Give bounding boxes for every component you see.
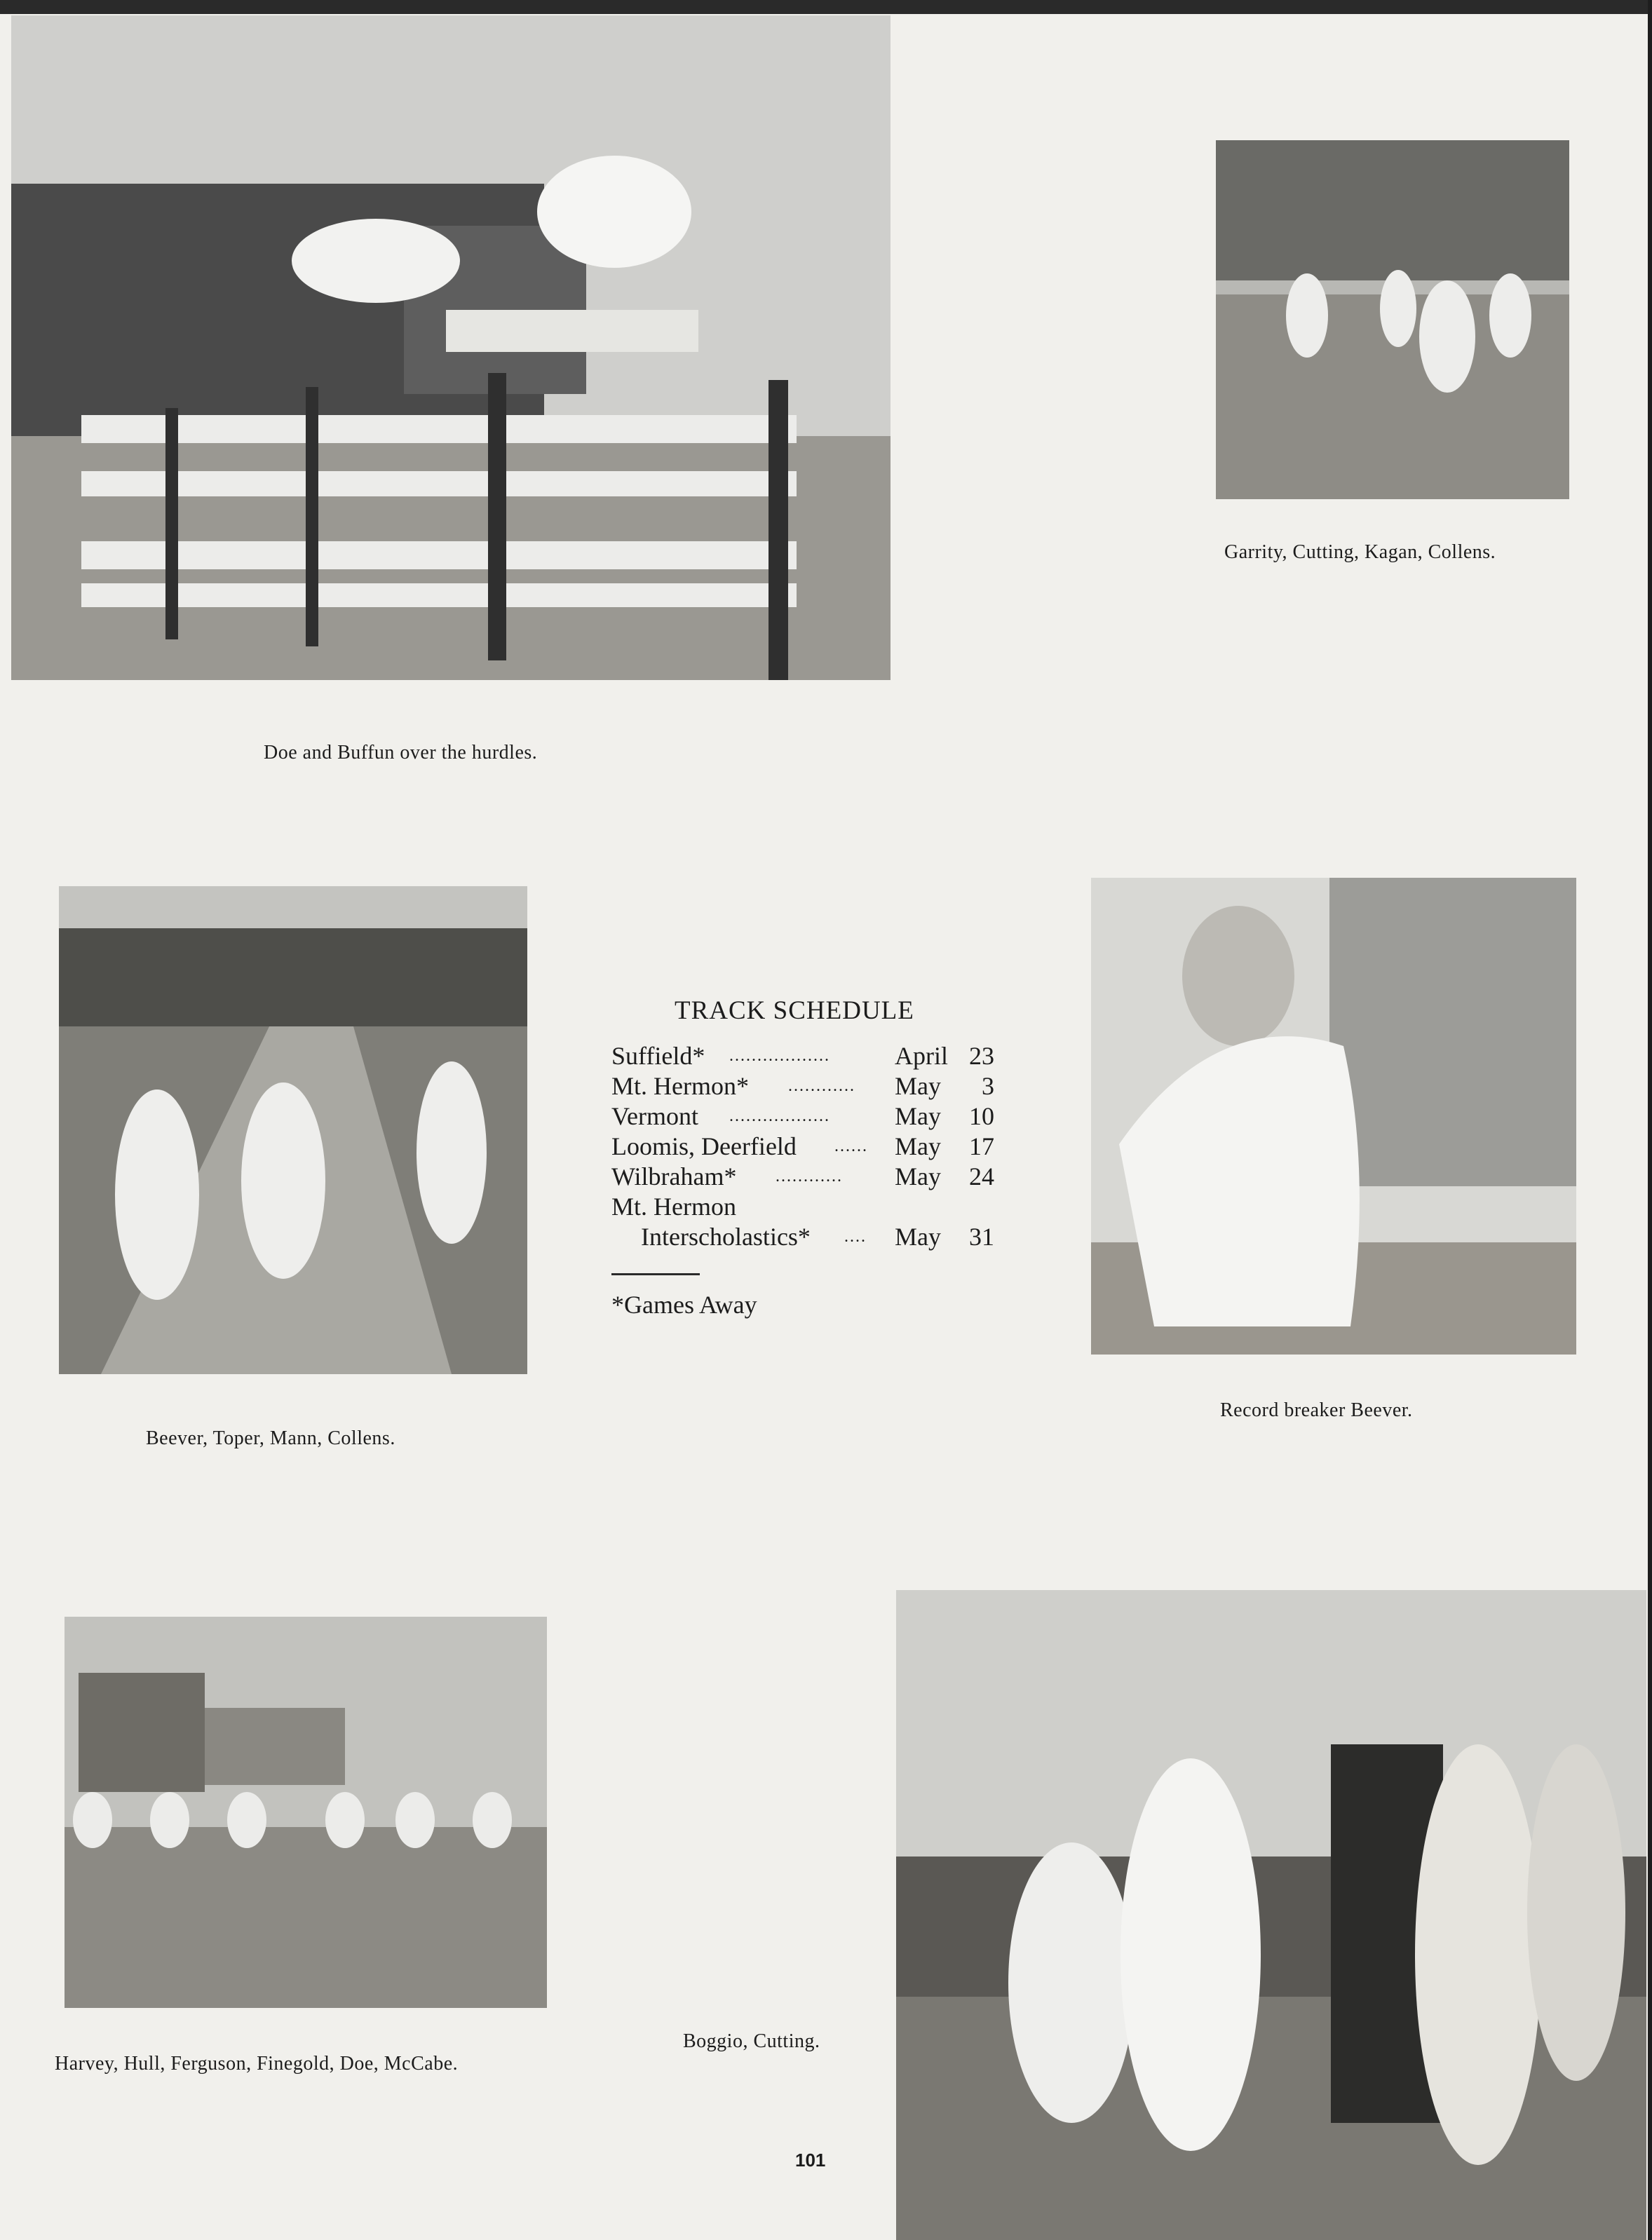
beever-portrait-caption: Record breaker Beever. xyxy=(1220,1399,1413,1421)
schedule-leader-dots: ...... xyxy=(834,1137,868,1155)
page-top-edge xyxy=(0,0,1648,14)
schedule-day: 3 xyxy=(982,1072,994,1100)
schedule-leader-dots: .................. xyxy=(729,1107,830,1125)
schedule-leader-dots: ............ xyxy=(776,1167,843,1186)
schedule-team: Loomis, Deerfield xyxy=(611,1132,797,1160)
schedule-title: TRACK SCHEDULE xyxy=(675,996,914,1025)
schedule-day: 10 xyxy=(969,1102,994,1130)
schedule-team: Interscholastics* xyxy=(641,1223,811,1251)
schedule-team: Mt. Hermon* xyxy=(611,1072,749,1100)
schedule-month: April xyxy=(895,1042,948,1070)
schedule-row xyxy=(609,1101,1001,1132)
schedule-team: Vermont xyxy=(611,1102,698,1130)
schedule-leader-dots: ............ xyxy=(788,1077,855,1095)
schedule-leader-dots: .... xyxy=(844,1228,867,1246)
runners-field-photo xyxy=(59,886,527,1374)
hurdles-caption: Doe and Buffun over the hurdles. xyxy=(264,742,538,763)
schedule-team: Wilbraham* xyxy=(611,1162,737,1190)
schedule-team: Mt. Hermon xyxy=(611,1193,736,1221)
schedule-row xyxy=(609,1162,1001,1192)
finish-caption: Boggio, Cutting. xyxy=(683,2030,820,2052)
schedule-divider xyxy=(611,1273,700,1275)
schedule-row xyxy=(609,1071,1001,1101)
schedule-day: 17 xyxy=(969,1132,994,1160)
schedule-row xyxy=(609,1132,1001,1162)
finish-photo xyxy=(896,1590,1646,2240)
schedule-month: May xyxy=(895,1132,941,1160)
start-line-photo xyxy=(65,1617,547,2008)
schedule-day: 31 xyxy=(969,1223,994,1251)
schedule-row xyxy=(609,1222,1001,1252)
schedule-team: Suffield* xyxy=(611,1042,705,1070)
page-number: 101 xyxy=(795,2150,826,2171)
schedule-day: 24 xyxy=(969,1162,994,1190)
schedule-month: May xyxy=(895,1223,941,1251)
beever-portrait-photo xyxy=(1091,878,1576,1355)
schedule-day: 23 xyxy=(969,1042,994,1070)
hurdles-photo xyxy=(11,15,891,680)
schedule-month: May xyxy=(895,1162,941,1190)
schedule-month: May xyxy=(895,1102,941,1130)
track-schedule xyxy=(609,996,1001,1319)
start-line-caption: Harvey, Hull, Ferguson, Finegold, Doe, McCabe. xyxy=(55,2053,459,2075)
runners-group-caption: Garrity, Cutting, Kagan, Collens. xyxy=(1224,541,1496,563)
schedule-row xyxy=(609,1192,1001,1222)
schedule-note: *Games Away xyxy=(611,1291,757,1319)
runners-group-photo xyxy=(1216,140,1569,499)
schedule-row xyxy=(609,1041,1001,1071)
runners-field-caption: Beever, Toper, Mann, Collens. xyxy=(146,1427,395,1449)
schedule-leader-dots: .................. xyxy=(729,1047,830,1065)
schedule-month: May xyxy=(895,1072,941,1100)
